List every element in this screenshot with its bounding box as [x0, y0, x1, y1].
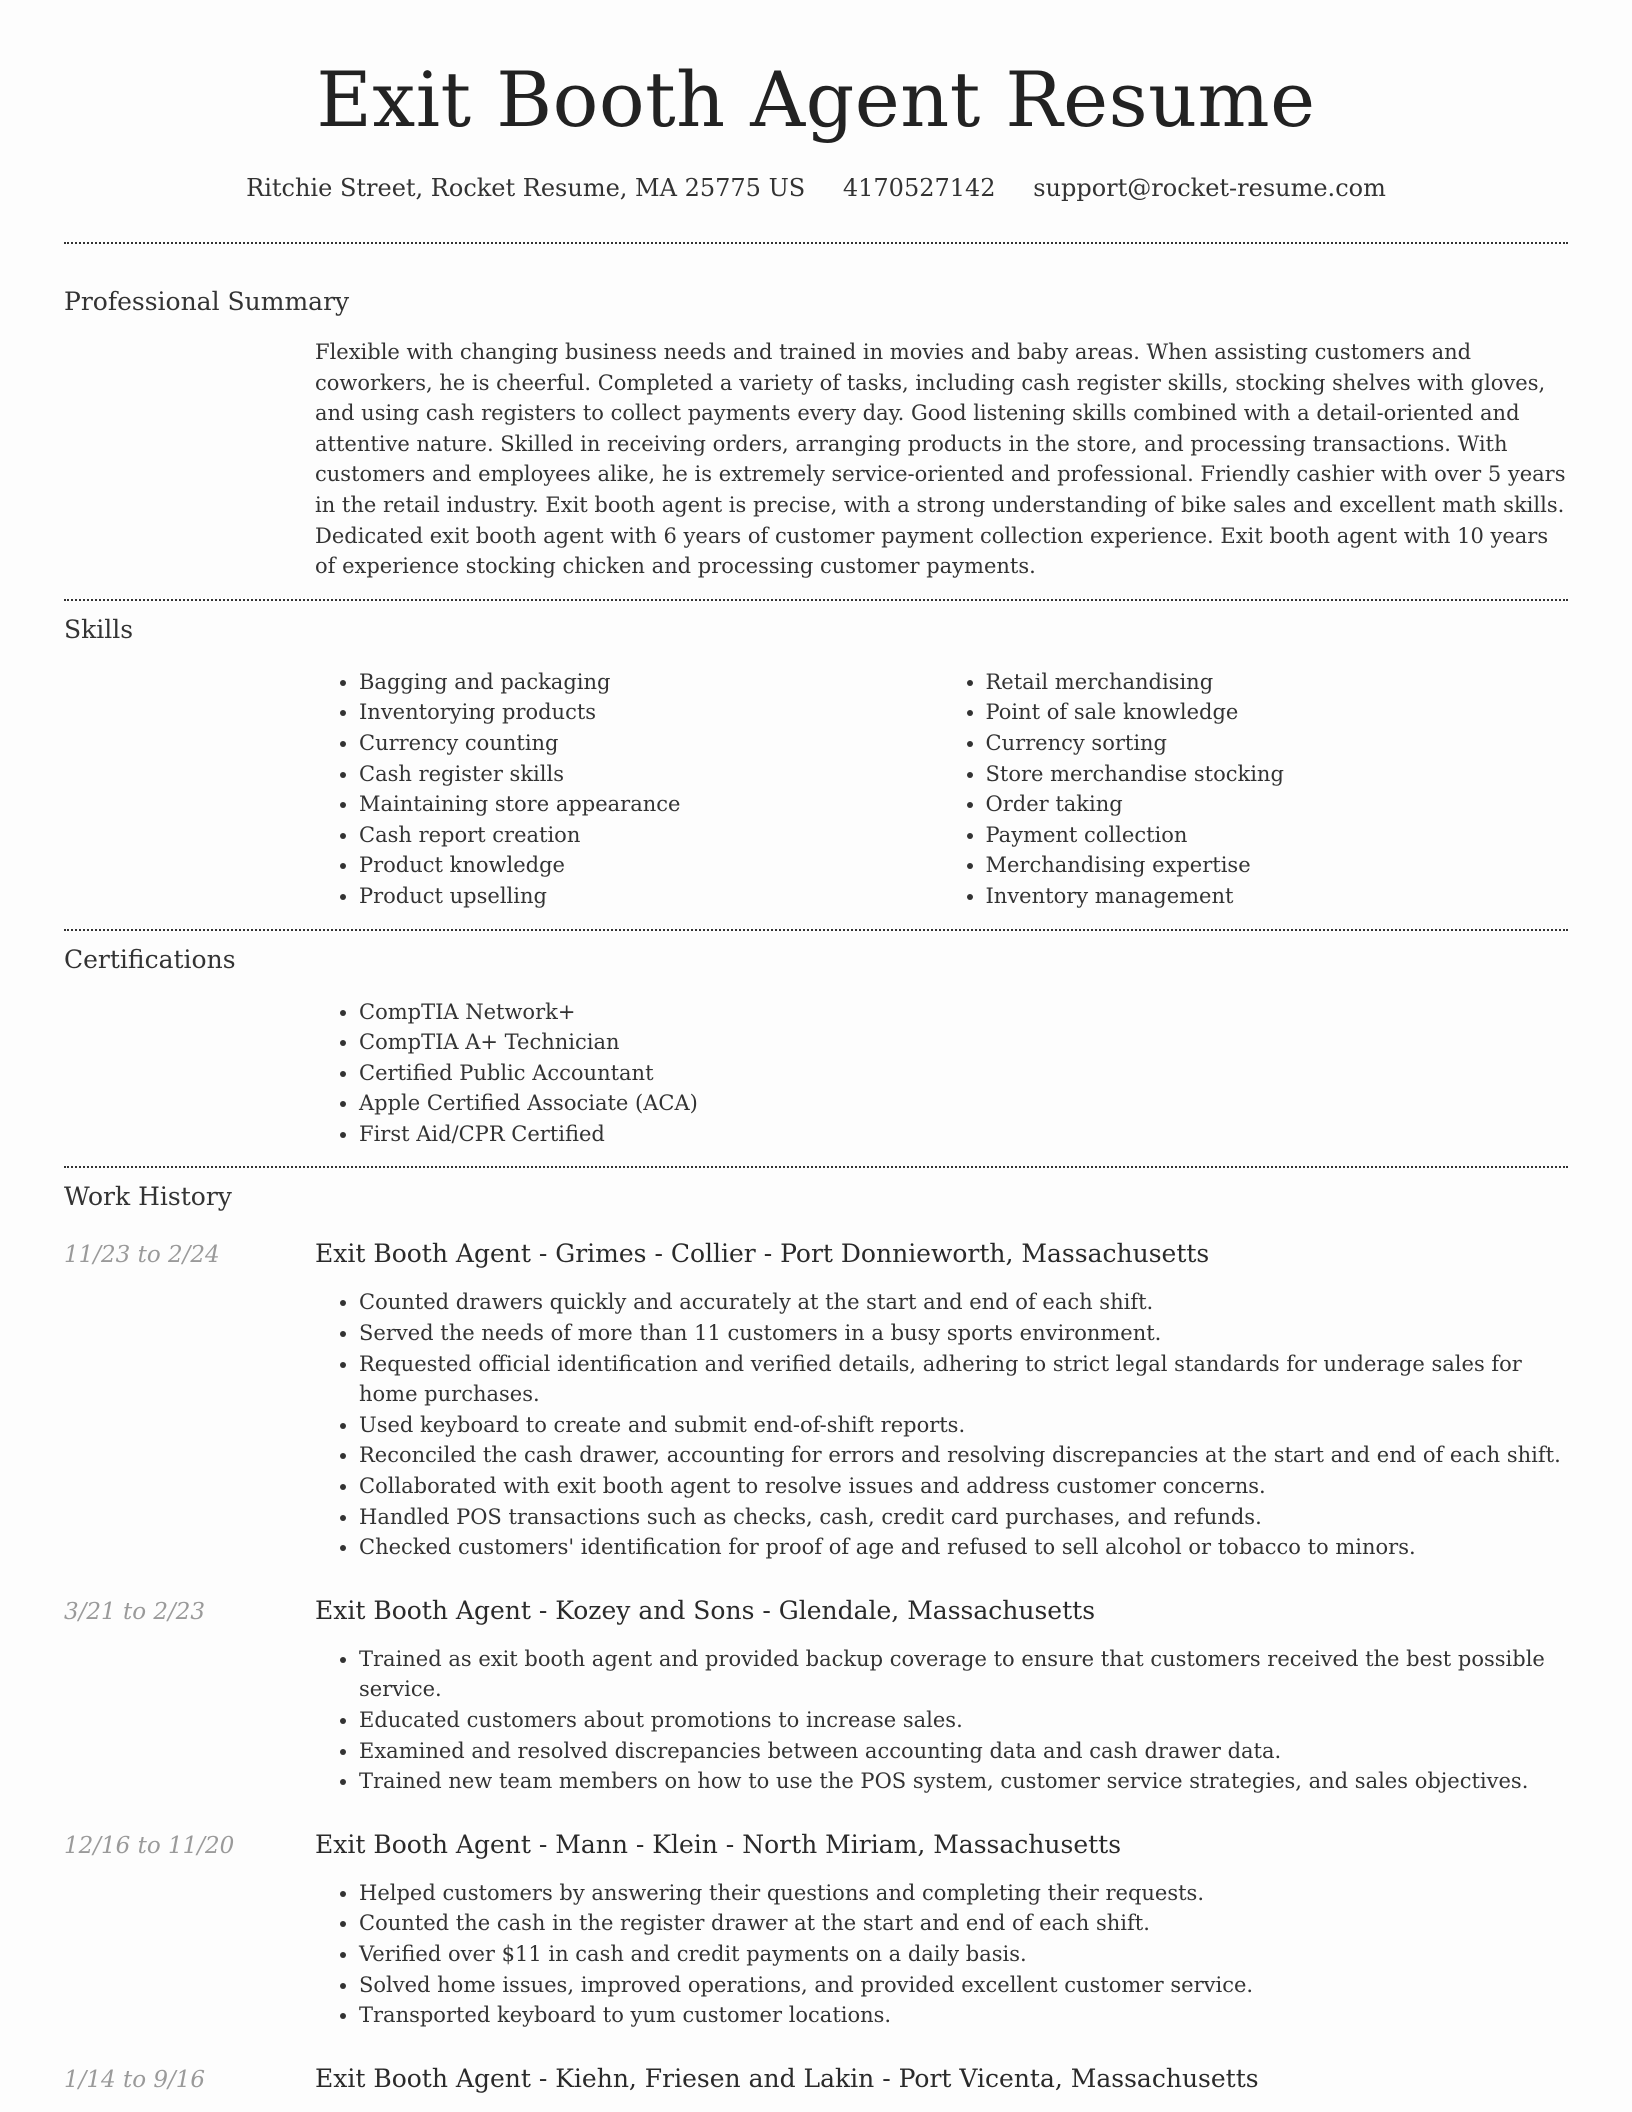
certification-item: • CompTIA Network+ [359, 997, 1568, 1028]
divider [64, 1166, 1568, 1168]
job-duty-item: • Transported keyboard to yum customer locations. [359, 2000, 1568, 2031]
certifications-heading: Certifications [64, 944, 236, 974]
summary-heading: Professional Summary [64, 287, 350, 316]
job-entry [64, 2062, 1568, 2097]
job-duty-item: • Used keyboard to create and submit end-of-shift reports. [359, 1410, 1568, 1441]
certification-item: • First Aid/CPR Certified [359, 1119, 1568, 1150]
job-duty-item: • Verified over $11 in cash and credit payments on a daily basis. [359, 1939, 1568, 1970]
job-title: Exit Booth Agent - Grimes - Collier - Port Donnieworth, Massachusetts [315, 1239, 1210, 1269]
summary-text: Flexible with changing business needs and trained in movies and baby areas. When assisting customers and coworkers, he is cheerful. Completed a variety of tasks, including cash register skills, stocking shelves with gloves, and using cash registers to collect payments every day. Good listening skills combined with a detail-oriented and attentive nature. Skilled in receiving orders, arranging products in the store, and processing transactions. With customers and employees alike, he is extremely service-oriented and professional. Friendly cashier with over 5 years in the retail industry. Exit booth agent is precise, with a strong understanding of bike sales and excellent math skills. Dedicated exit booth agent with 6 years of customer payment collection experience. Exit booth agent with 10 years of experience stocking chicken and processing customer payments. [315, 340, 1566, 579]
resume-title: Exit Booth Agent Resume [316, 55, 1316, 144]
summary-section [315, 337, 1568, 582]
skill-item: • Order taking [986, 789, 1569, 820]
certification-item: • Certified Public Accountant [359, 1058, 1568, 1089]
job-duty-item: • Counted drawers quickly and accurately at the start and end of each shift. [359, 1287, 1568, 1318]
job-duty-item: • Reconciled the cash drawer, accounting for errors and resolving discrepancies at the start and end of each shift. [359, 1440, 1568, 1471]
job-duties-list [315, 1644, 1568, 1797]
job-duty-item: • Solved home issues, improved operations, and provided excellent customer service. [359, 1970, 1568, 2001]
contact-email: support@rocket-resume.com [1033, 174, 1386, 202]
job-title: Exit Booth Agent - Mann - Klein - North Miriam, Massachusetts [315, 1829, 1122, 1859]
skills-list-left [315, 667, 942, 912]
skill-item: • Point of sale knowledge [986, 697, 1569, 728]
skill-item: • Product upselling [359, 881, 942, 912]
job-duty-item: • Requested official identification and verified details, adhering to strict legal standards for underage sales for home purchases. [359, 1349, 1568, 1410]
skill-item: • Currency counting [359, 728, 942, 759]
skill-item: • Currency sorting [986, 728, 1569, 759]
job-duty-item: • Counted the cash in the register drawer at the start and end of each shift. [359, 1908, 1568, 1939]
skill-item: • Inventory management [986, 881, 1569, 912]
job-duty-item: • Examined and resolved discrepancies between accounting data and cash drawer data. [359, 1736, 1568, 1767]
skill-item: • Merchandising expertise [986, 850, 1569, 881]
job-duty-item: • Trained as exit booth agent and provided backup coverage to ensure that customers received the best possible service. [359, 1644, 1568, 1705]
skill-item: • Bagging and packaging [359, 667, 942, 698]
skill-item: • Maintaining store appearance [359, 789, 942, 820]
job-duty-item: • Collaborated with exit booth agent to resolve issues and address customer concerns. [359, 1471, 1568, 1502]
certifications-section [315, 997, 1568, 1150]
skills-heading: Skills [64, 614, 134, 644]
job-duty-item: • Served the needs of more than 11 customers in a busy sports environment. [359, 1318, 1568, 1349]
certifications-list [315, 997, 1568, 1150]
contact-address: Ritchie Street, Rocket Resume, MA 25775 US [246, 174, 806, 202]
job-header [64, 2062, 1568, 2097]
skill-item: • Payment collection [986, 820, 1569, 851]
job-dates: 12/16 to 11/20 [64, 1832, 235, 1859]
skill-item: • Cash report creation [359, 820, 942, 851]
job-title: Exit Booth Agent - Kiehn, Friesen and Lakin - Port Vicenta, Massachusetts [315, 2063, 1259, 2093]
job-entry [64, 1594, 1568, 1797]
divider [64, 242, 1568, 244]
skill-item: • Product knowledge [359, 850, 942, 881]
job-duty-item: • Educated customers about promotions to increase sales. [359, 1705, 1568, 1736]
skill-item: • Inventorying products [359, 697, 942, 728]
job-entry [64, 1237, 1568, 1562]
job-dates: 11/23 to 2/24 [64, 1242, 220, 1269]
certification-item: • Apple Certified Associate (ACA) [359, 1088, 1568, 1119]
work-history-section [64, 1237, 1568, 2096]
job-duty-item: • Trained new team members on how to use the POS system, customer service strategies, and sales objectives. [359, 1766, 1568, 1797]
job-duty-item: • Helped customers by answering their questions and completing their requests. [359, 1878, 1568, 1909]
job-header [64, 1237, 1568, 1272]
contact-line [64, 170, 1568, 206]
job-title: Exit Booth Agent - Kozey and Sons - Glendale, Massachusetts [315, 1595, 1096, 1625]
skills-list-right [942, 667, 1569, 912]
job-header [64, 1828, 1568, 1863]
divider [64, 929, 1568, 931]
job-duty-item: • Checked customers' identification for proof of age and refused to sell alcohol or tobacco to minors. [359, 1532, 1568, 1563]
work-history-heading: Work History [64, 1182, 232, 1212]
job-header [64, 1594, 1568, 1629]
job-dates: 1/14 to 9/16 [64, 2066, 206, 2093]
contact-phone: 4170527142 [842, 174, 996, 202]
job-entry [64, 1828, 1568, 2031]
skill-item: • Store merchandise stocking [986, 759, 1569, 790]
job-duty-item: • Handled POS transactions such as checks, cash, credit card purchases, and refunds. [359, 1502, 1568, 1533]
job-duties-list [315, 1878, 1568, 2031]
job-duties-list [315, 1287, 1568, 1562]
certification-item: • CompTIA A+ Technician [359, 1027, 1568, 1058]
skill-item: • Retail merchandising [986, 667, 1569, 698]
skills-section [315, 667, 1568, 912]
resume-page [64, 0, 1568, 2097]
skill-item: • Cash register skills [359, 759, 942, 790]
divider [64, 599, 1568, 601]
job-dates: 3/21 to 2/23 [64, 1598, 206, 1625]
